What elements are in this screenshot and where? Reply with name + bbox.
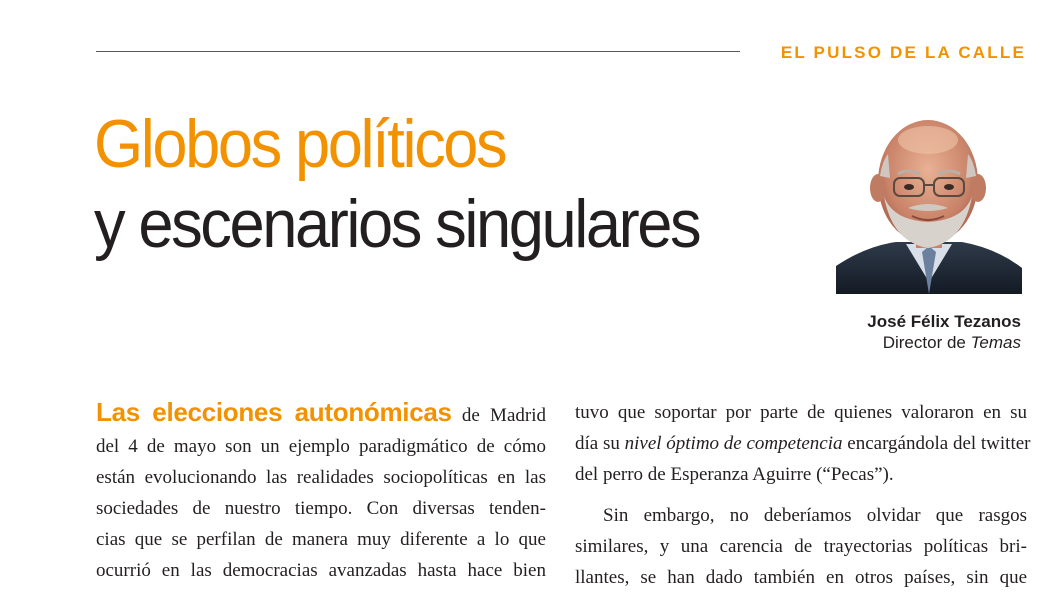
author-portrait	[836, 96, 1022, 294]
column-line: cias que se perfilan de manera muy diferente a lo que	[96, 529, 546, 550]
column-line: similares, y una carencia de trayectorias políticas bri-	[575, 536, 1027, 557]
author-photo-illustration	[836, 96, 1022, 294]
column-line: están evolucionando las realidades sociopolíticas en las	[96, 467, 546, 488]
section-label: EL PULSO DE LA CALLE	[780, 43, 1026, 62]
column-line: llantes, se han dado también en otros países, sin que	[575, 567, 1027, 588]
header-rule	[96, 51, 740, 52]
title-line-1: Globos políticos	[94, 106, 506, 182]
column-line: del perro de Esperanza Aguirre (“Pecas”).	[575, 464, 894, 485]
paragraph-gap	[575, 490, 1027, 500]
author-role	[867, 332, 1021, 353]
column-line: ocurrió en las democracias avanzadas hasta hace bien	[96, 560, 546, 581]
lead-in: Las elecciones autonómicas	[96, 397, 452, 427]
column-line: Sin embargo, no deberíamos olvidar que rasgos	[603, 505, 1027, 526]
italic-phrase: nivel óptimo de competencia	[624, 433, 843, 454]
author-role-magazine: Temas	[970, 333, 1021, 352]
column-line: tuvo que soportar por parte de quienes valoraron en su	[575, 402, 1027, 423]
article-column-1	[96, 397, 546, 586]
article-column-2	[575, 397, 1031, 593]
column-line: del 4 de mayo son un ejemplo paradigmático de cómo	[96, 436, 546, 457]
column-line: día su nivel óptimo de competencia encargándola del twitter	[575, 433, 1031, 454]
title-line-2: y escenarios singulares	[94, 186, 700, 262]
author-role-prefix: Director de	[882, 333, 966, 352]
article-title	[94, 104, 745, 264]
author-name: José Félix Tezanos	[867, 312, 1021, 331]
column-line: Las elecciones autonómicas de Madrid	[96, 397, 546, 427]
column-line: sociedades de nuestro tiempo. Con diversas tenden-	[96, 498, 546, 519]
author-credit	[867, 311, 1021, 353]
